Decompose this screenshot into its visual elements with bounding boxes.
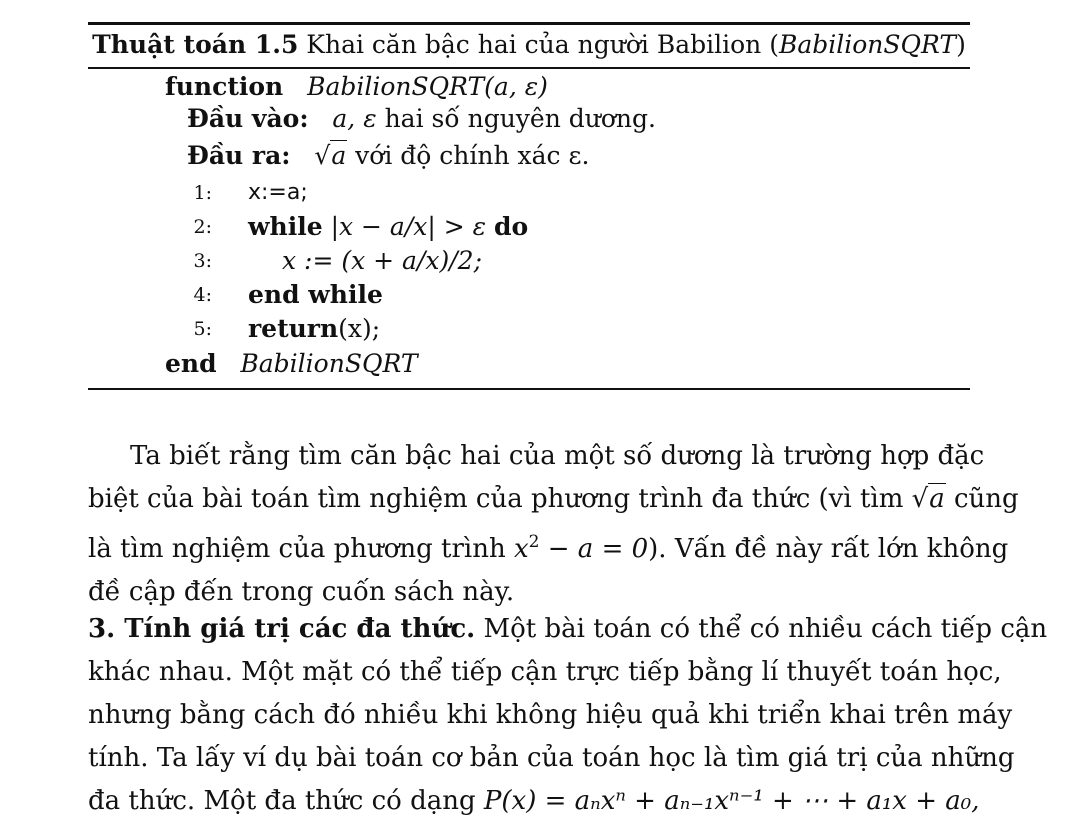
paragraph-line: Ta biết rằng tìm căn bậc hai của một số dương là trường hợp đặc: [130, 441, 985, 471]
function-line: [165, 72, 548, 102]
input-math: a, ε: [332, 104, 377, 133]
input-line: [187, 104, 656, 134]
section-heading: 3. Tính giá trị các đa thức.: [88, 614, 476, 644]
paragraph-line: là tìm nghiệm của phương trình $x^2 - a = 0$). Vấn đề này rất lớn không: [88, 532, 1009, 564]
algorithm-caption: [88, 28, 970, 62]
step-3-code: x := (x + a/x)/2;: [282, 246, 482, 275]
paragraph-line: nhưng bằng cách đó nhiều khi không hiệu quả khi triển khai trên máy: [88, 700, 1013, 730]
algorithm-caption-label: Thuật toán 1.5: [92, 30, 299, 59]
input-text: hai số nguyên dương.: [384, 104, 656, 133]
input-label: Đầu vào:: [187, 104, 309, 133]
paragraph-line: tính. Ta lấy ví dụ bài toán cơ bản của toán học là tìm giá trị của những: [88, 743, 1015, 773]
caption-paren-open: (: [769, 30, 779, 59]
step-number: 3:: [193, 250, 212, 272]
algorithm-bottom-rule: [88, 388, 970, 390]
step-2-code: while |x − a/x| > ε do: [248, 212, 529, 241]
paragraph-2: [88, 608, 1048, 823]
algorithm-top-rule: [88, 22, 970, 25]
algorithm-header-rule: [88, 67, 970, 69]
step-number: 4:: [193, 284, 212, 306]
polynomial-formula: P(x) = aₙxⁿ + aₙ₋₁xⁿ⁻¹ + ⋯ + a₁x + a₀,: [483, 786, 980, 816]
function-signature: BabilionSQRT(a, ε): [307, 72, 548, 101]
end-line: [165, 349, 418, 379]
output-line: [187, 141, 589, 171]
paragraph-line: biệt của bài toán tìm nghiệm của phương trình đa thức (vì tìm √a cũng: [88, 484, 1019, 514]
function-keyword: function: [165, 72, 284, 101]
paragraph-line: đa thức. Một đa thức có dạng P(x) = aₙxⁿ + aₙ₋₁xⁿ⁻¹ + ⋯ + a₁x + a₀,: [88, 786, 980, 816]
algorithm-caption-text: Khai căn bậc hai của người Babilion: [306, 30, 762, 59]
paragraph-1: [88, 435, 1019, 614]
paragraph-line: đề cập đến trong cuốn sách này.: [88, 577, 515, 607]
end-keyword: end: [165, 349, 217, 378]
step-5-code: return(x);: [248, 314, 381, 343]
output-label: Đầu ra:: [187, 141, 291, 170]
caption-paren-close: ): [956, 30, 966, 59]
step-4-code: end while: [248, 280, 383, 309]
sqrt-symbol: √a: [911, 484, 945, 514]
step-number: 1:: [193, 182, 212, 204]
output-sqrt: √a: [314, 141, 347, 170]
output-text: với độ chính xác ε.: [355, 141, 590, 170]
step-number: 2:: [193, 216, 212, 238]
paragraph-line: 3. Tính giá trị các đa thức. Một bài toán có thể có nhiều cách tiếp cận: [88, 614, 1048, 644]
step-number: 5:: [193, 318, 212, 340]
end-name: BabilionSQRT: [240, 349, 418, 378]
step-1-code: x:=a;: [248, 180, 308, 205]
paragraph-line: khác nhau. Một mặt có thể tiếp cận trực tiếp bằng lí thuyết toán học,: [88, 657, 1002, 687]
algorithm-caption-name: BabilionSQRT: [778, 30, 957, 59]
